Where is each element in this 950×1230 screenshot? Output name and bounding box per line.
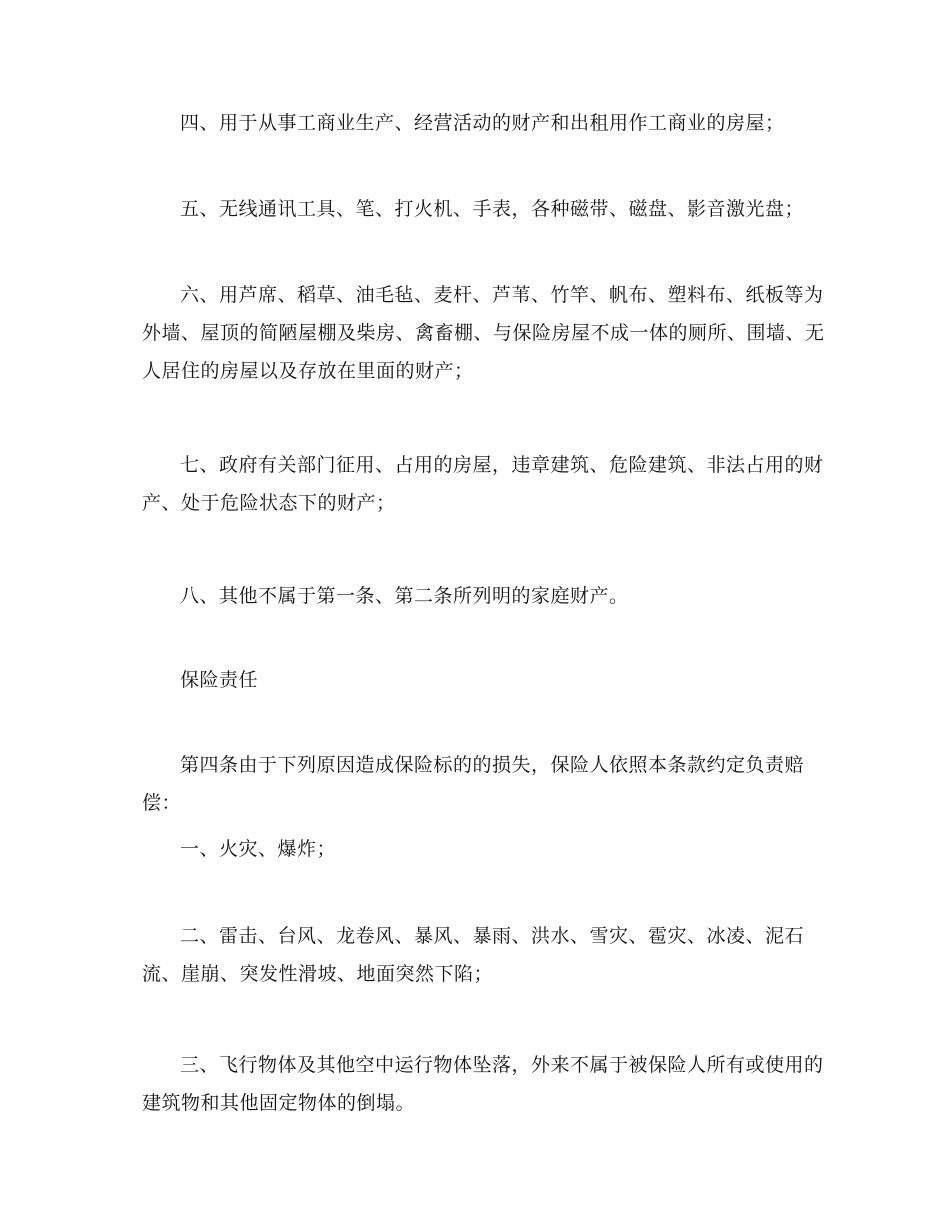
section-heading-insurance-liability: 保险责任	[180, 669, 259, 691]
clause-paragraph-7: 七、政府有关部门征用、占用的房屋，违章建筑、危险建筑、非法占用的财产、处于危险状态下的财产；	[142, 454, 824, 514]
liability-item-2: 二、雷击、台风、龙卷风、暴风、暴雨、洪水、雪灾、雹灾、冰凌、泥石流、崖崩、突发性滑坡、地面突然下陷；	[142, 925, 805, 985]
liability-item-1: 一、火灾、爆炸；	[180, 838, 337, 860]
clause-paragraph-6: 六、用芦席、稻草、油毛毡、麦杆、芦苇、竹竿、帆布、塑料布、纸板等为外墙、屋顶的简陋屋棚及柴房、禽畜棚、与保险房屋不成一体的厕所、围墙、无人居住的房屋以及存放在里面的财产；	[142, 284, 825, 382]
clause-paragraph-5: 五、无线通讯工具、笔、打火机、手表，各种磁带、磁盘、影音激光盘；	[180, 198, 805, 220]
liability-item-3: 三、飞行物体及其他空中运行物体坠落，外来不属于被保险人所有或使用的建筑物和其他固定物体的倒塌。	[142, 1054, 824, 1114]
clause-paragraph-8: 八、其他不属于第一条、第二条所列明的家庭财产。	[180, 585, 629, 607]
clause-paragraph-4: 四、用于从事工商业生产、经营活动的财产和出租用作工商业的房屋；	[180, 112, 785, 134]
article-four-paragraph: 第四条由于下列原因造成保险标的的损失，保险人依照本条款约定负责赔偿：	[142, 754, 805, 814]
